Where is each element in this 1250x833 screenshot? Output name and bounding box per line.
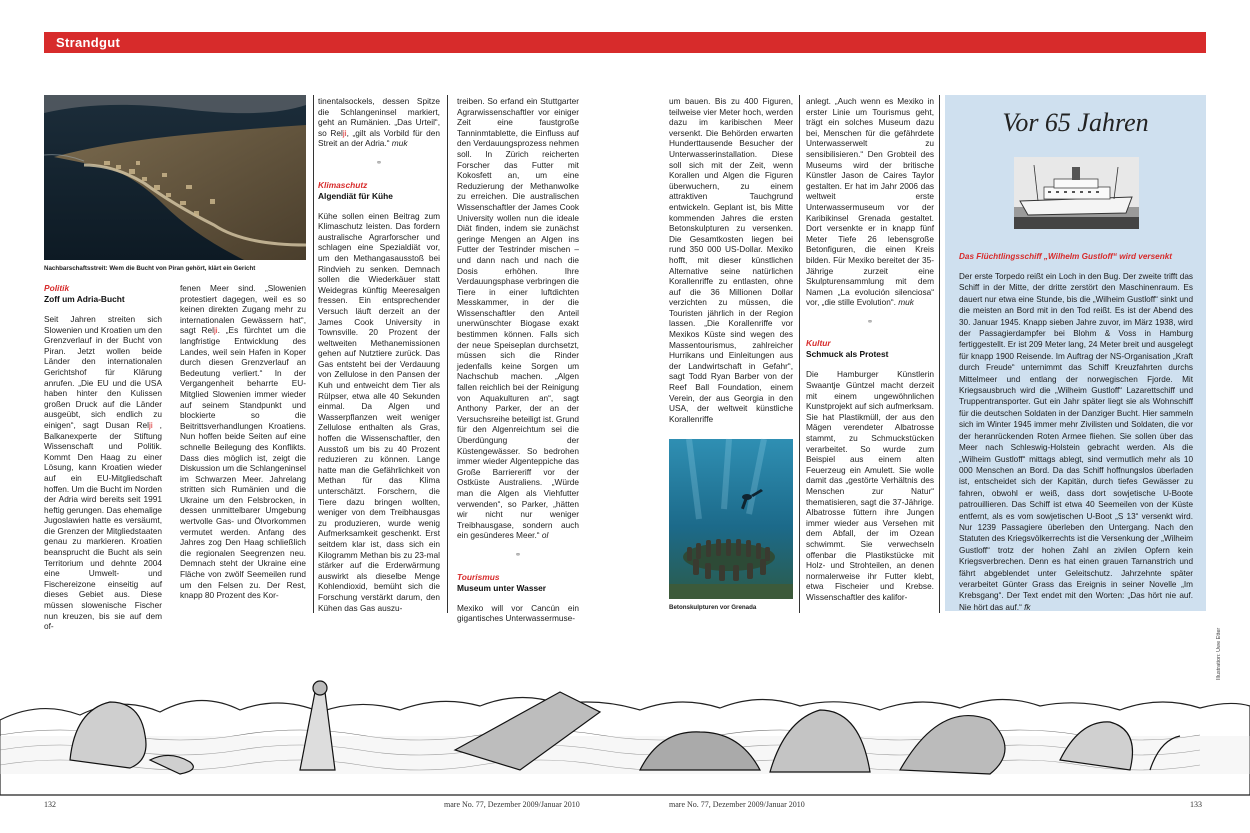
tourismus-section-label: Tourismus	[457, 571, 500, 582]
politik-author: muk	[391, 138, 408, 149]
photo-caption: Nachbarschaftsstreit: Wem die Bucht von Piran gehört, klärt ein Gericht	[44, 265, 256, 272]
column-rule	[939, 95, 940, 613]
klimaschutz-section-label: Klimaschutz	[318, 179, 368, 190]
underwater-sculptures-photo	[669, 439, 793, 599]
tourismus-headline: Museum unter Wasser	[457, 582, 547, 593]
politik-body-1: Seit Jahren streiten sich Slowenien und Kroatien um den Grenzverlauf in der Bucht von Piran. Jetzt wollen beide Länder den internationalen Gerichtshof für Klärung anrufen. „Die EU und die USA haben hinter den Kulissen großen Druck auf die Länder ausgeübt, sich endlich zu einigen“, sagt Dusan Relji , Balkanexperte der Stiftung Wissenschaft und Politik. Kommt Den Haag zu einer Lösung, kann Kroatien wieder auf ein EU-Mitgliedschaft hoffen. Um die Bucht im Norden der Adria wird bereits seit 1991 heftig gerungen. Das ehemalige Jugoslawien hatte es versäumt, die Grenzen der Mitgliedstaaten genau zu markieren. Kroatien beansprucht die Bucht als sein Territorium und dehnte 2004 eine Umwelt- und Fischereizone einseitig auf dieses Gebiet aus. Diese müssen slowenische Fischer nun kreuzen, bis sie auf dem of-	[44, 314, 162, 632]
separator-icon: ⚭	[375, 157, 383, 167]
column-rule	[447, 95, 448, 613]
article-column-3	[318, 96, 440, 613]
article-column-2	[180, 283, 306, 613]
sidebar-box	[945, 95, 1206, 611]
article-column-6	[806, 96, 934, 613]
column-rule	[313, 95, 314, 613]
klimaschutz-author: ol	[541, 530, 549, 541]
tourismus-body-1: Mexiko will vor Cancún ein gigantisches Unterwassermuse-	[457, 602, 579, 624]
politik-body-2: fenen Meer sind. „Slowenien protestiert dagegen, weil es so keinen direkten Zugang mehr zu internationalen Gewässern hat“, sagt Relji. „Es fürchtet um die langfristige Entwicklung des Landes, weil sein Hafen in Koper durch diesen Grenzverlauf an Bedeutung verliert.“ In der Vergangenheit beharrte EU-Mitglied Slowenien immer wieder auf seinem Standpunkt und blockierte so die Beitrittsverhandlungen Kroatiens. Nun hoffen beide Seiten auf eine schnelle Beilegung des Konflikts. Dass dies möglich ist, zeigt die Diskussion um die Schlangeninsel im Schwarzen Meer. Jahrelang stritten sich Rumänien und die Ukraine um den Felsbrocken, in dessen unmittelbarer Umgebung wertvolle Gas- und Ölvorkommen vermutet werden. Anfang des Jahres zog Den Haag schließlich die regionalen Seegrenzen neu. Demnach steht der Ukraine eine Fläche von zwölf Seemeilen rund um den Felsen zu. Der Rest, knapp 80 Prozent des Kor-	[180, 283, 306, 601]
klimaschutz-body-2: treiben. So erfand ein Stuttgarter Agrarwissenschaftler vor einiger Zeit eine faustgroße Tanninmtablette, die Einfluss auf den Verdauungsprozess nehmen soll. In Zürich reicherten Forscher das Futter mit Kokosfett an, um eine Reduzierung der Methanwolke zu erreichen. Die australischen Wissenschaftler der James Cook University wollen nun die ideale Diät finden, indem sie zunächst geringe Mengen an Algen ins Futter der Testrinder mischen – und dann nach und nach die Dosis erhöhen. Ihre Verdauungsphase verbringen die Tiere in einer luftdichten Messkammer, in der die Wissenschaftler den Anteil unerwünschter Biogase exakt bestimmen können. Falls sich der neue Speiseplan durchsetzt, müssen sich die Rinder jedenfalls keine Sorgen um Nachschub machen. „Algen fallen reichlich bei der Reinigung von Aquakulturen an“, sagt Anthony Parker, der an der Versuchsreihe beteiligt ist. Grund für den Algenreichtum sei die Überdüngung der Küstengewässer. So bedrohen immer wieder Algenteppiche das Große Barriereriff vor der Ostküste Australiens. „Würde man die Algen als Viehfutter verwenden“, so Parker, „hätten wir nicht nur weniger Treibhausgase, sondern auch ein gesünderes Meer.“ ol	[457, 96, 579, 541]
tourismus-body-3: anlegt. „Auch wenn es Mexiko in erster Linie um Tourismus geht, trägt ein solches Museum dazu bei, Menschen für die gefährdete Unterwasserwelt zu sensibilisieren.“ Den Grobteil des Museums wird der britische Künstler Jason de Caires Taylor gestalten. Er hat im Jahr 2006 das weltweit erste Unterwassermuseum vor der Karibikinsel Grenada gestaltet. Dort versenkte er in knapp fünf Meter Tiefe 26 lebensgroße Betonfiguren, die einen Kreis bilden. Für Mexiko bereitet der 35-Jährige zurzeit eine Skulpturensammlung mit dem Namen „La evolución silenciosa“ vor, „die stille Evolution“. muk	[806, 96, 934, 308]
section-title: Strandgut	[56, 35, 121, 50]
separator-icon: ⚭	[514, 549, 522, 559]
sidebar-subtitle: Das Flüchtlingsschiff „Wilhelm Gustloff“ wird versenkt	[959, 252, 1172, 261]
illustration-credit: Illustration: Uwe Etter	[1216, 627, 1222, 680]
tourismus-body-2: um bauen. Bis zu 400 Figuren, teilweise vier Meter hoch, werden dazu im karibischen Meer versenkt. Die Behörden erwarten Hunderttausende Besucher der Unterwasserinstallation. Diese soll sich mit der Zeit, wenn Korallen und Algen die Figuren überwuchern, zu einem attraktiven Tauchgrund entwickeln. Geplant ist, bis Mitte kommenden Jahres die ersten Betonskulpturen zu versenken. Die Gesamtkosten liegen bei rund 350 000 US-Dollar. Mexiko hofft, mit dieser künstlichen Alternative seine natürlichen Korallenriffe zu entlasten, ohne auf die 36 Millionen Dollar verzichten zu müssen, die Touristen jährlich in der Region lassen. „Die Korallenriffe vor Mexikos Küste sind wegen des Massentourismus, zahlreicher Hurrikans und Einleitungen aus der Landwirtschaft in Gefahr“, sagt Todd Ryan Barber von der Reef Ball Foundation, einem Verein, der aus Georgia in den USA, der weltweit künstliche Korallenriffe	[669, 96, 793, 424]
issue-line-right: mare No. 77, Dezember 2009/Januar 2010	[669, 800, 805, 809]
separator-icon: ⚭	[866, 316, 874, 326]
sidebar-title: Vor 65 Jahren	[1002, 108, 1149, 137]
tourismus-author: muk	[898, 297, 914, 308]
page-number-left: 132	[44, 800, 56, 809]
piran-photo	[44, 95, 306, 260]
article-column-4	[457, 96, 579, 624]
politik-body-3: tinentalsockels, dessen Spitze die Schlangeninsel markiert, geht an Rumänien. „Das Urteil“, so Relji, „gilt als Vorbild für den Streit an der Adria.“ muk	[318, 96, 440, 149]
article-column-1	[44, 283, 162, 632]
kultur-headline: Schmuck als Protest	[806, 349, 889, 360]
ship-photo	[1014, 157, 1139, 229]
kultur-body: Die Hamburger Künstlerin Swaantje Güntzel macht derzeit mit einem ungewöhnlichen Kunstprojekt auf sich aufmerksam. Sie hat Plastikmüll, der aus den Mägen verendeter Albatrosse stammt, zu Schmuckstücken verarbeitet. So wurde zum Beispiel aus einem alten Feuerzeug ein Amulett. Sie wolle damit das „gestörte Verhältnis des Menschen zur Natur“ thematisieren, sagt die 37-Jährige. Albatrosse füttern ihre Jungen immer wieder aus Versehen mit dem Abfall, der im Ozean schwimmt. Sie verwechseln offenbar die Plastikstücke mit Holz- und Strohteilen, an denen normalerweise ihr Futter klebt, etwa Fischeier und Krebse. Wissenschaftler des kalifor-	[806, 369, 934, 602]
politik-headline: Zoff um Adria-Bucht	[44, 294, 125, 304]
issue-line-left: mare No. 77, Dezember 2009/Januar 2010	[444, 800, 580, 809]
klimaschutz-body-1: Kühe sollen einen Beitrag zum Klimaschutz leisten. Das fordern australische Agrarforscher und schlagen eine Spezialdiät vor, um den Methangasausstoß bei Rindvieh zu senken. Demnach sollen die Wiederkäuer statt Weidegras künftig Meeresalgen fressen. Ein entsprechender Versuch läuft derzeit an der James Cook University in Townsville. 20 Prozent der weltweiten Methanemissionen gehen auf Nutztiere zurück. Das Gas entsteht bei der Verdauung von Zellulose in den Pansen der Kuh und entweicht dem Tier als Rülpser, etwa alle 40 Sekunden einmal. Da Algen und Wasserpflanzen weit weniger Zellulose enthalten als Gras, hoffen die Wissenschaftler, den Ausstoß um bis zu 40 Prozent reduzieren zu können. Lange hatte man die Gefährlichkeit von Methan für das Klima unterschätzt. Forschern, die Tiere dazu bringen wollten, weniger von dem Treibhausgas zu produzieren, wurde wenig Aufmerksamkeit geschenkt. Erst seitdem klar ist, dass sich ein Kilogramm Methan bis zu 23-mal stärker auf die Erderwärmung auswirkt als dieselbe Menge Kohlendioxid, bemüht sich die Forschung verstärkt darum, den Kühen das Gas auszu-	[318, 210, 440, 613]
kultur-section-label: Kultur	[806, 338, 831, 349]
sidebar-body: Der erste Torpedo reißt ein Loch in den Bug. Der zweite trifft das Schiff in der Mitte, der dritte zerstört den Maschinenraum. Es dauert nur etwa eine Stunde, bis die „Wilheim Gustloff“ sinkt und die meisten an Bord mit in den Tod reißt. Es ist der Abend des 30. Januar 1945. Knapp sieben Jahre zuvor, im März 1938, wird der Passagierdampfer bei Blohm & Voss in Hamburg fertiggestellt. Er ist 209 Meter lang, 24 Meter breit und ausgelegt für knapp 1900 Reisende. Im Auftrag der NS-Organisation „Kraft durch Freude“ unternimmt das Schiff Kreuzfahrten durchs Mittelmeer und entlang der norwegischen Fjorde. Mit Kriegsausbruch wird die „Wilheim Gustloff“ Lazarettschiff und Truppentransporter. Gut ein Jahr später liegt sie als Wohnschiff für die deutschen Soldaten in der Danziger Bucht. Hier sammeln sich im Winter 1945 immer mehr Zivilisten und Soldaten, die vor der heranrückenden Roten Armee fliehen. Sie sollen über das Meer nach Schleswig-Holstein gebracht werden. Als die „Wilheim Gustloff“ mittags ablegt, sind vermutlich mehr als 10 000 Menschen an Bord. Da das Schiff hoffnungslos überladen ist, entscheidet sich der Kapitän, durch tiefes Gewässer zu fahren, obwohl er weiß, dass dort sowjetische U-Boote patrouillieren. Das Schiff ist etwa 40 Seemeilen von der Küste entfernt, als es vom sowjetischen U-Boot „S 13“ versenkt wird. Nur 1239 Passagiere überleben den Untergang. Nach den Statuten des Kriegsvölkerrechts ist die Versenkung der „Wilheim Gustloff“ trotz der hohen Zahl an zivilen Opfern kein Kriegsverbrechen. Denn es hat einen grauen Tarnanstrich und fährt abgeblendet unter Geleitschutz. Jahrzehnte später verarbeitet Günter Grass das Ereignis in seiner Novelle „Im Krebsgang“. Der Text endet mit den Worten: „Das hört nie auf. Nie hört das auf.“ fk	[959, 272, 1193, 612]
page-number-right: 133	[1190, 800, 1202, 809]
politik-section-label: Politik	[44, 283, 70, 293]
klimaschutz-headline: Algendiät für Kühe	[318, 190, 393, 201]
section-banner	[44, 32, 1206, 53]
sea-creatures-illustration	[0, 640, 1250, 795]
sidebar-author: fk	[1024, 602, 1031, 612]
column-rule	[799, 95, 800, 613]
article-column-5	[669, 96, 793, 434]
reef-caption: Betonskulpturen vor Grenada	[669, 604, 757, 611]
